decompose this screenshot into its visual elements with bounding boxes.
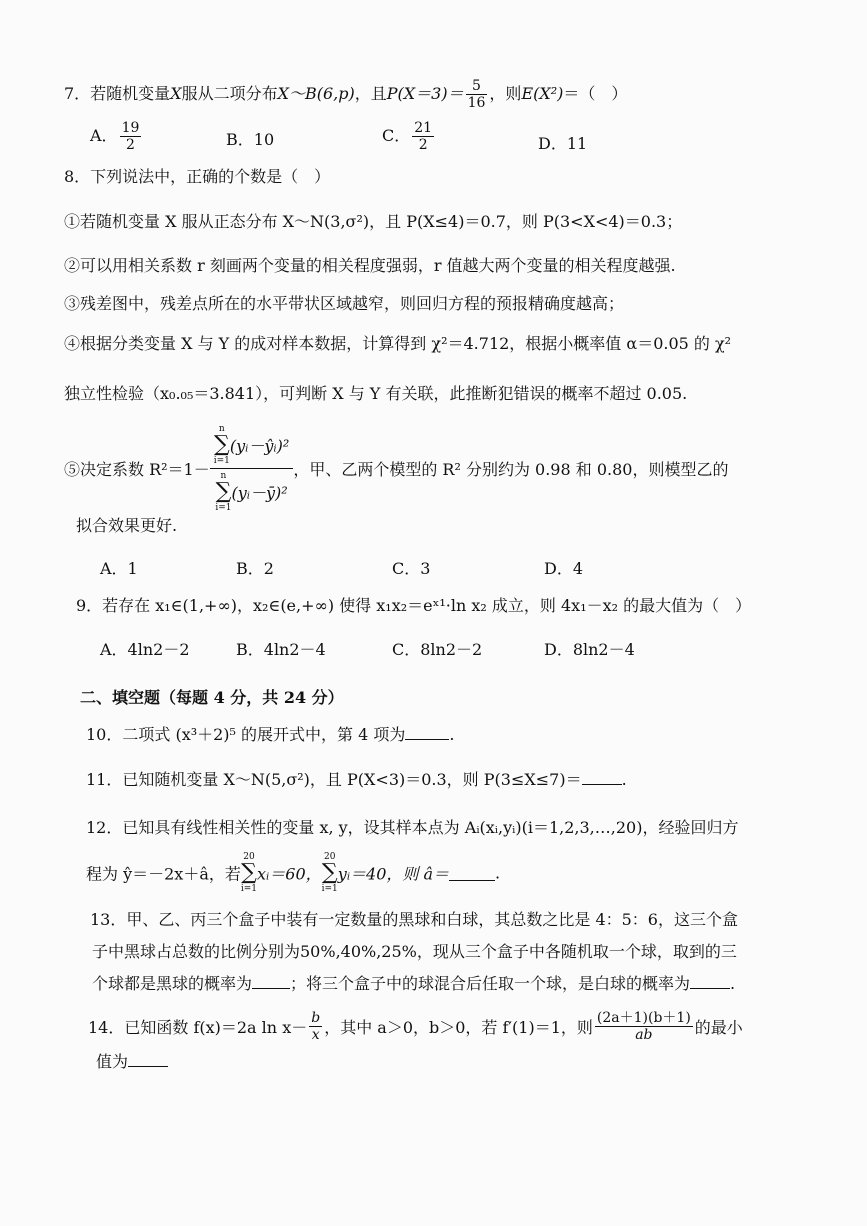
q8-statement-1: ①若随机变量 X 服从正态分布 X～N(3,σ²)，且 P(X≤4)＝0.7，则 P(3<X<4)＝0.3； (64, 212, 683, 231)
q12-text-b: xᵢ＝60， (257, 864, 322, 884)
q12-answer-blank[interactable] (449, 866, 495, 881)
q8-option-a: A．1 (100, 559, 138, 578)
q13-line-1: 13．甲、乙、丙三个盒子中装有一定数量的黑球和白球，其总数之比是 4：5：6，这三个盒 (90, 910, 738, 929)
q8-statement-5-end: 拟合效果更好. (76, 516, 178, 535)
q14-frac-ratio-num: (2a＋1)(b＋1) (596, 1010, 691, 1026)
q8-s5-num-expr: (yᵢ－ŷᵢ)² (229, 436, 290, 456)
q7-option-a-num: 19 (121, 120, 140, 136)
q8-s5-pre: ⑤决定系数 R²＝1－ (64, 460, 210, 479)
q10-text: 10．二项式 (x³＋2)⁵ 的展开式中，第 4 项为 (86, 725, 406, 744)
q10-end: . (449, 725, 455, 744)
q7-option-a (90, 120, 143, 153)
q10-answer-blank[interactable] (405, 725, 449, 740)
q8-statement-4a: ④根据分类变量 X 与 Y 的成对样本数据，计算得到 χ²＝4.712，根据小概率值 α＝0.05 的 χ² (64, 334, 732, 353)
q8-statement-2: ②可以用相关系数 r 刻画两个变量的相关程度强弱，r 值越大两个变量的相关程度越强. (64, 256, 676, 275)
q14-answer-blank[interactable] (128, 1052, 168, 1067)
q7-option-d: D．11 (538, 134, 588, 153)
q13-text-a: 个球都是黑球的概率为 (92, 974, 253, 993)
q14-text-post: 的最小 (694, 1018, 743, 1037)
q7-text-e: ＝（ ） (563, 84, 628, 103)
sigma-icon: ∑ (215, 479, 232, 504)
q12-sum-x-lower: i=1 (240, 884, 258, 894)
sigma-icon: ∑ (241, 860, 257, 885)
q8-s5-bot-upper: n (220, 471, 227, 481)
q12-end: . (495, 863, 501, 883)
q8-s5-bot-lower: i=1 (215, 503, 232, 513)
q8-s5-sum-bottom (215, 471, 231, 513)
q12-sum-x-upper: 20 (243, 852, 255, 862)
q7-option-c-num: 21 (414, 120, 433, 136)
q8-statement-4b: 独立性检验（x₀.₀₅＝3.841），可判断 X 与 Y 有关联，此推断犯错误的概率不超过 0.05. (64, 384, 688, 403)
q14-frac-ratio (595, 1010, 693, 1043)
sigma-icon: ∑ (213, 432, 230, 457)
q7-frac (466, 78, 488, 111)
q12-line-1: 12．已知具有线性相关性的变量 x, y，设其样本点为 Aᵢ(xᵢ,yᵢ)(i＝1,2,3,…,20)，经验回归方 (86, 818, 739, 837)
q7-option-c (382, 120, 436, 153)
q14-line-2 (96, 1052, 168, 1072)
q12-sum-y-lower: i=1 (321, 884, 338, 894)
q13-line-3 (92, 974, 735, 994)
q7-frac-num: 5 (466, 78, 488, 95)
q8-s5-den-expr: (yᵢ－ȳ)² (231, 483, 288, 503)
q13-answer-blank-1[interactable] (252, 974, 290, 989)
q12-line-2 (86, 852, 500, 894)
q8-option-c: C．3 (392, 559, 431, 578)
q14-frac-bx-num: b (311, 1010, 321, 1026)
q7-text-a: 7．若随机变量 (64, 84, 171, 103)
q7-option-b: B．10 (226, 130, 275, 149)
q7-text-c: ，且 (354, 84, 387, 103)
q8-option-b: B．2 (236, 559, 274, 578)
sigma-icon: ∑ (321, 860, 338, 885)
q13-end: . (730, 974, 736, 993)
q7-option-a-den: 2 (126, 137, 135, 153)
q14-text-mid: ，其中 a＞0，b＞0，若 f′(1)＝1，则 (324, 1018, 593, 1037)
q12-sum-y (322, 852, 338, 894)
q7-option-a-label: A． (90, 126, 118, 145)
q7-text-d: ，则 (489, 84, 522, 103)
q14-text-l2: 值为 (96, 1052, 129, 1071)
q7-binom: X～B(6,p) (277, 84, 355, 103)
q13-line-2: 子中黑球占总数的比例分别为50%,40%,25%，现从三个盒子中各随机取一个球，取到的三 (92, 942, 737, 961)
q12-text-c: yᵢ＝40，则 â＝ (337, 864, 450, 884)
q14-frac-bx (309, 1010, 322, 1043)
q14-frac-ratio-den: ab (635, 1027, 653, 1043)
q7-expect: E(X²) (521, 84, 564, 103)
q7-option-c-frac (412, 120, 434, 153)
q9-stem: 9．若存在 x₁∈(1,+∞)，x₂∈(e,+∞) 使得 x₁x₂＝eˣ¹·ln x₂ 成立，则 4x₁－x₂ 的最大值为（ ） (76, 596, 752, 615)
q7-prob: P(X＝3)＝ (386, 84, 464, 103)
q8-stem: 8．下列说法中，正确的个数是（ ） (64, 167, 331, 186)
q13-text-b: ；将三个盒子中的球混合后任取一个球，是白球的概率为 (290, 974, 691, 993)
q8-s5-numerator (210, 424, 294, 469)
q7-text-b: 服从二项分布 (181, 84, 278, 103)
q10-stem (86, 725, 455, 745)
q7-option-c-den: 2 (418, 137, 428, 153)
q12-sum-y-upper: 20 (323, 852, 336, 862)
q7-option-c-label: C． (382, 126, 411, 145)
q7-frac-den: 16 (467, 95, 486, 111)
q14-frac-bx-den: x (311, 1027, 320, 1043)
q12-sum-x (241, 852, 257, 894)
q12-text-a: 程为 ŷ＝－2x＋â，若 (86, 864, 241, 884)
q7-option-a-frac (120, 120, 142, 153)
q9-option-d: D．8ln2－4 (544, 640, 635, 659)
q14-line-1 (88, 1010, 743, 1043)
q7-stem (64, 78, 627, 111)
q8-option-d: D．4 (544, 559, 584, 578)
q13-answer-blank-2[interactable] (690, 974, 730, 989)
q14-text-pre: 14．已知函数 f(x)＝2a ln x－ (88, 1018, 308, 1037)
q8-s5-top-lower: i=1 (213, 456, 230, 466)
q11-answer-blank[interactable] (582, 770, 622, 785)
q9-option-b: B．4ln2－4 (236, 640, 326, 659)
q8-statement-5 (64, 424, 728, 513)
q7-var-x: X (170, 84, 182, 103)
q11-end: . (621, 770, 627, 789)
q11-stem (86, 770, 627, 790)
q8-s5-post: ，甲、乙两个模型的 R² 分别约为 0.98 和 0.80，则模型乙的 (293, 460, 729, 479)
q8-s5-sum-top (214, 424, 230, 466)
q8-s5-denominator (210, 469, 294, 513)
q8-s5-fraction (210, 424, 294, 513)
q8-statement-3: ③残差图中，残差点所在的水平带状区域越窄，则回归方程的预报精确度越高； (64, 294, 625, 313)
q9-option-c: C．8ln2－2 (392, 640, 483, 659)
q9-option-a: A．4ln2－2 (100, 640, 190, 659)
q11-text: 11．已知随机变量 X～N(5,σ²)，且 P(X<3)＝0.3，则 P(3≤X≤7)＝ (86, 770, 582, 789)
section-2-title: 二、填空题（每题 4 分，共 24 分） (80, 688, 344, 707)
q8-s5-top-upper: n (218, 424, 225, 434)
